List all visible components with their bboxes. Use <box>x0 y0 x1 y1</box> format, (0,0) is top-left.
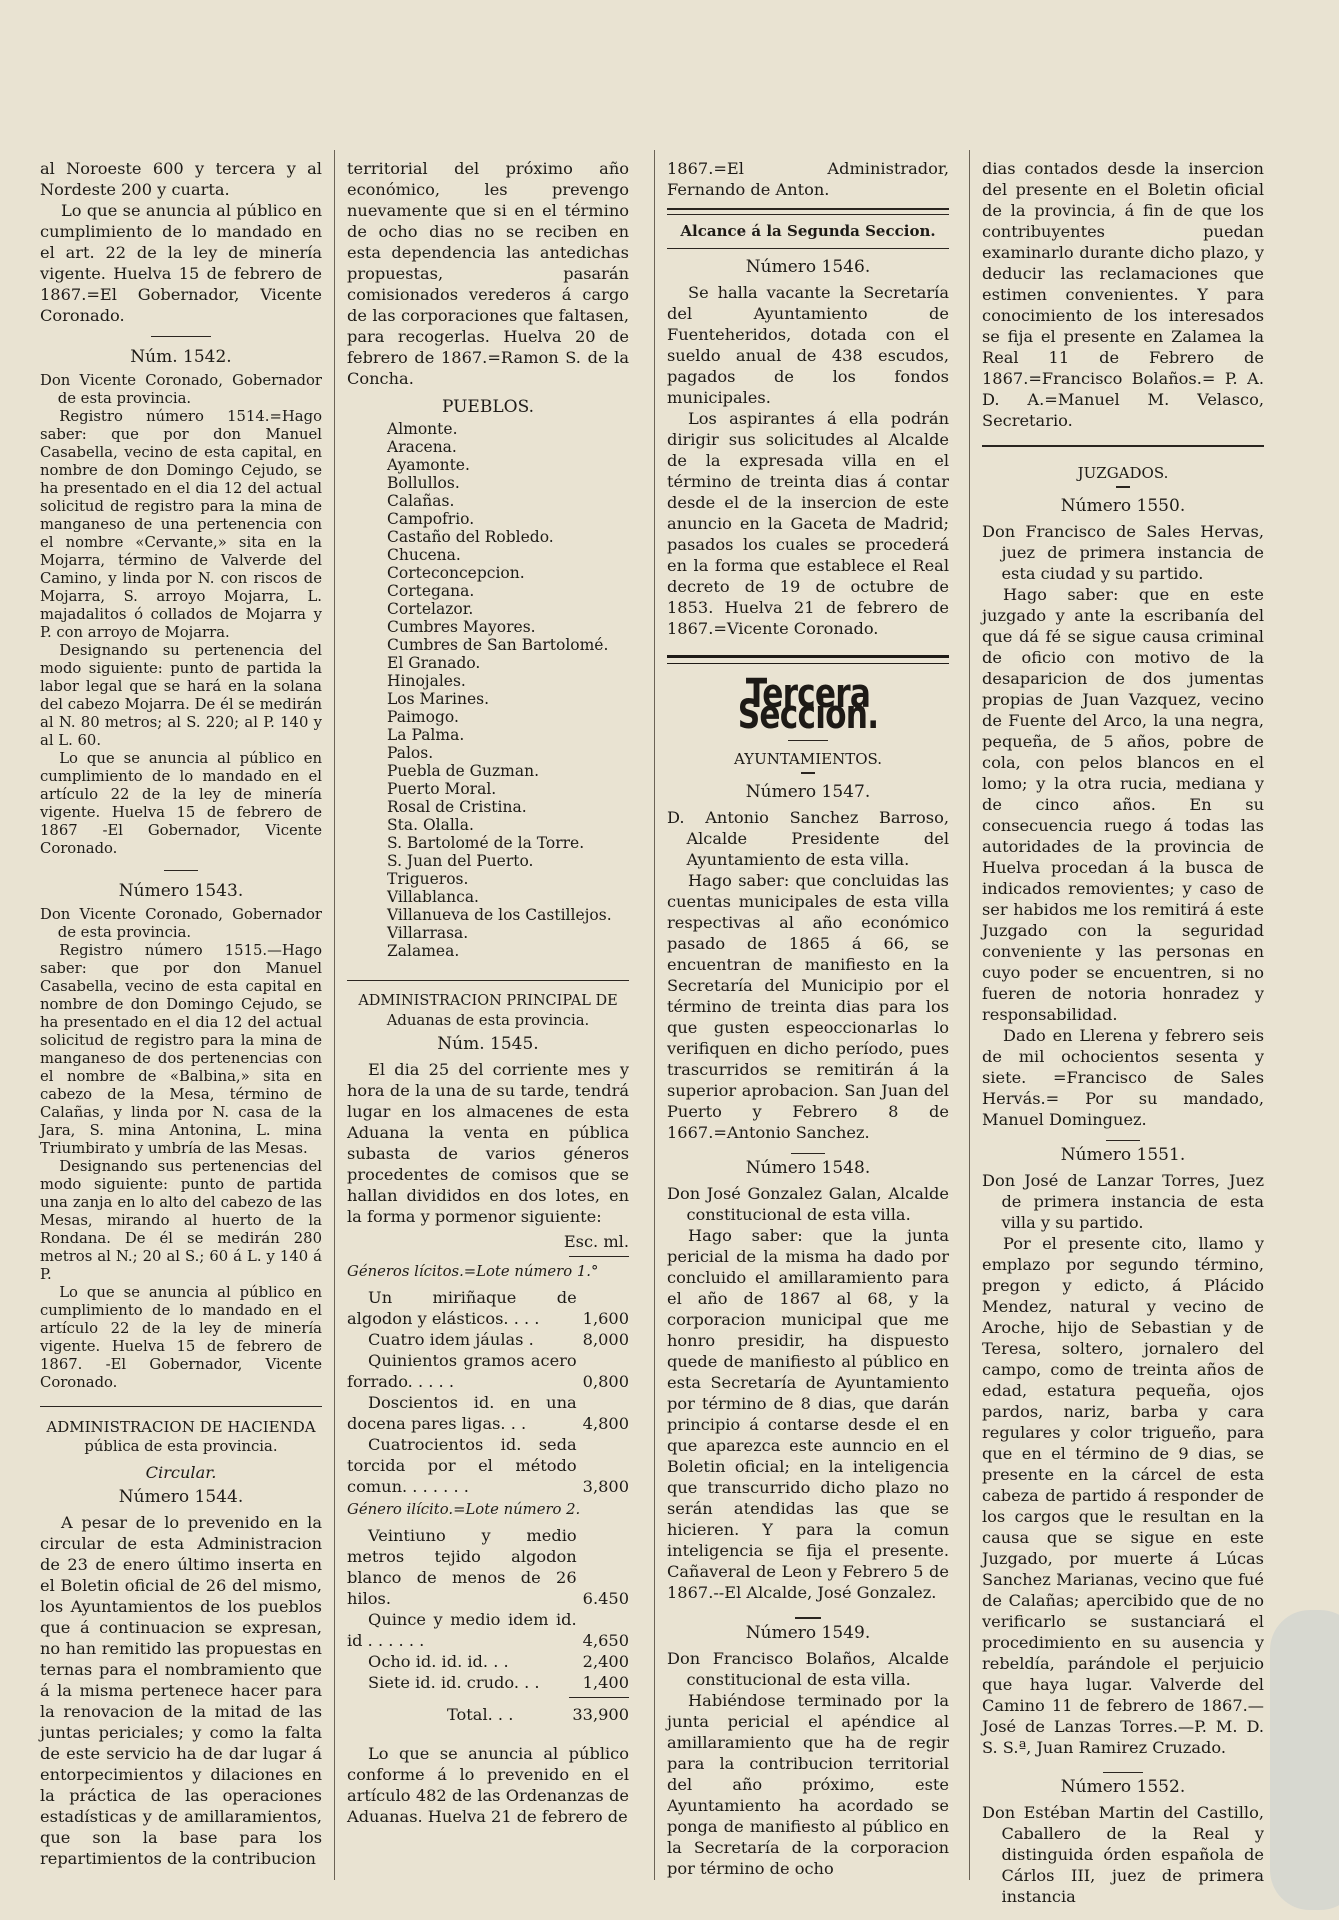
pueblo-item: Campofrio. <box>387 510 475 528</box>
separator <box>801 772 815 774</box>
lot-1-table <box>347 1287 629 1497</box>
section-heading: ADMINISTRACION PRINCIPAL DE <box>358 993 618 1009</box>
lot-item-description: Doscientos id. en una docena pares ligas. . . <box>347 1393 577 1433</box>
notice-number: Número 1550. <box>1060 496 1186 516</box>
lot-item-amount: 0,800 <box>582 1372 629 1391</box>
paragraph: territorial del próximo año económico, les prevengo nuevamente que si en el término de ocho dias no se reciben en esta dependencia las antedichas propuestas, pasarán comisionados verederos á cargo de las corporaciones que faltasen, para recogerlas. Huelva 20 de febrero de 1867.=Ramon S. de la Concha. <box>347 159 629 388</box>
lot-item-row <box>347 1287 629 1329</box>
paragraph: Habiéndose terminado por la junta pericial el apéndice al amillaramiento que ha de regir para la contribucion territorial del año próximo, este Ayuntamiento ha acordado se ponga de manifiesto al público en la Secretaría de la corporacion por término de ocho <box>667 1691 949 1878</box>
notice-number: Número 1548. <box>745 1158 871 1178</box>
separator <box>40 1406 322 1407</box>
section-heading: JUZGADOS. <box>1077 464 1169 482</box>
notice-heading: Don Francisco de Sales Hervas, juez de primera instancia de esta ciudad y su partido. <box>982 522 1264 583</box>
pueblo-item: Castaño del Robledo. <box>387 528 554 546</box>
section-heading: Alcance á la Segunda Seccion. <box>680 222 936 240</box>
column-3 <box>667 158 949 1879</box>
paragraph: Hago saber: que concluidas las cuentas municipales de esta villa respectivas al año económico pasado de 1865 á 66, se encuentran de manifiesto en la Secretaría del Municipio por el término de treinta dias para los que gusten espeoccionarlas lo verifiquen en dicho período, pues trascurridos se remitirán á la superior aprobacion. San Juan del Puerto y Febrero 8 de 1667.=Antonio Sanchez. <box>667 871 949 1142</box>
separator <box>164 870 198 871</box>
paragraph: Designando su pertenencia del modo siguiente: punto de partida la labor legal que se hará en la solana del cabezo Mojarra. De él se medirán al N. 80 metros; al S. 220; al P. 140 y al L. 60. <box>40 642 322 749</box>
lot-item-amount: 1,400 <box>582 1673 629 1692</box>
notice-number: Número 1551. <box>1060 1145 1186 1165</box>
notice-number: Núm. 1542. <box>130 347 232 367</box>
pueblo-item: Bollullos. <box>387 474 460 492</box>
paragraph: Hago saber: que la junta pericial de la misma ha dado por concluido el amillaramiento para el año de 1867 al 68, y la corporacion municipal que me honro presidir, ha dispuesto quede de manifiesto al público en esta Secretaría de Ayuntamiento por término de 8 dias, que darán principio á contarse desde el en que aparezca este aunncio en el Boletin oficial; en la inteligencia que transcurrido dicho plazo no serán atendidas las que se hicieren. Y para la comun inteligencia se fija el presente. Cañaveral de Leon y Febrero 5 de 1867.--El Alcalde, José Gonzalez. <box>667 1226 949 1602</box>
separator <box>1106 1140 1140 1141</box>
lot-item-row <box>347 1329 629 1350</box>
lot-item-row <box>347 1609 629 1651</box>
paragraph: Hago saber: que en este juzgado y ante la escribanía del que dá fé se sigue causa criminal de oficio con motivo de la desaparicion de dos jumentas propias de Juan Vazquez, vecino de Fuente del Arco, la una negra, pequeña, de 5 años, pobre de cola, con pelos blancos en el lomo; y la otra rucia, mediana y de cinco años. En su consecuencia ruego á todas las autoridades de la provincia de Huelva procedan á la busca de indicados removientes; y caso de ser habidos me los remitirá á este Juzgado con la seguridad conveniente y las personas en cuyo poder se encuentren, si no fueren de notoria honradez y responsabilidad. <box>982 585 1264 1024</box>
separator <box>982 445 1264 447</box>
paragraph: Lo que se anuncia al público en cumplimiento de lo mandado en el artículo 22 de la ley de minería vigente. Huelva 15 de febrero de 1867. -El Gobernador, Vicente Coronado. <box>40 1284 322 1391</box>
section-subheading: Aduanas de esta provincia. <box>386 1012 590 1029</box>
lot-item-row <box>347 1525 629 1609</box>
pueblo-item: S. Juan del Puerto. <box>387 852 534 870</box>
pueblo-item: Cumbres de San Bartolomé. <box>387 636 609 654</box>
paragraph: Registro número 1515.—Hago saber: que por don Manuel Casabella, vecino de esta capital en nombre de don Domingo Cejudo, se ha presentado en el dia 12 del actual solicitud de registro para la mina de manganeso de dos pertenencias con el nombre de «Balbina,» sita en cabezo de la Mesa, término de Calañas, y linda por N. casa de la Jara, S. mina Antonina, L. mina Triumbirato y umbría de las Mesas. <box>40 942 322 1157</box>
paragraph: Dado en Llerena y febrero seis de mil ochocientos sesenta y siete. =Francisco de Sales Hervás.= Por su mandado, Manuel Dominguez. <box>982 1026 1264 1129</box>
notice-heading: Don José de Lanzar Torres, Juez de primera instancia de esta villa y su partido. <box>982 1171 1264 1232</box>
pueblo-item: Zalamea. <box>387 942 460 960</box>
pueblo-item: Ayamonte. <box>387 456 470 474</box>
paragraph: Por el presente cito, llamo y emplazo por segundo término, pregon y edicto, á Plácido Mendez, natural y vecino de Aroche, hijo de Sebastian y de Teresa, soltero, jornalero del campo, como de treinta años de edad, estatura pequeña, ojos pardos, nariz, barba y cara regulares y color trigueño, para que en el término de 9 dias, se presente en la cárcel de esta cabeza de partido á responder de los cargos que le resultan en la causa que se sigue en este Juzgado, por muerte á Lúcas Sanchez Marianas, vecino que fué de Calañas; apercibido que de no verificarlo se sustanciará el procedimiento en su ausencia y rebeldía, parándole el perjuicio que haya lugar. Valverde del Camino 11 de febrero de 1867.—José de Lanzas Torres.—P. M. D. S. S.ª, Juan Ramirez Cruzado. <box>982 1234 1264 1757</box>
pueblo-item: Cortelazor. <box>387 600 474 618</box>
pueblo-item: Puerto Moral. <box>387 780 497 798</box>
section-heading: ADMINISTRACION DE HACIENDA <box>46 1418 316 1436</box>
notice-number: Número 1549. <box>745 1623 871 1643</box>
lot-item-description: Quinientos gramos acero forrado. . . . . <box>347 1351 577 1391</box>
separator <box>1116 486 1130 488</box>
pueblos-list <box>347 420 629 960</box>
pueblo-item: S. Bartolomé de la Torre. <box>387 834 585 852</box>
pueblo-item: Sta. Olalla. <box>387 816 474 834</box>
total-row <box>347 1704 629 1725</box>
separator <box>347 980 629 981</box>
column-rule <box>334 150 335 1880</box>
pueblo-item: Cortegana. <box>387 582 475 600</box>
notice-heading: Don Vicente Coronado, Gobernador de esta provincia. <box>40 906 322 941</box>
separator <box>667 655 949 664</box>
pueblo-item: Calañas. <box>387 492 455 510</box>
lot-2-table <box>347 1525 629 1693</box>
lot-item-row <box>347 1392 629 1434</box>
circular-label: Circular. <box>145 1463 217 1482</box>
pueblo-item: Hinojales. <box>387 672 466 690</box>
column-2 <box>347 158 629 1827</box>
pueblo-item: Chucena. <box>387 546 461 564</box>
notice-heading: Don Estéban Martin del Castillo, Caballero de la Real y distinguida órden española de Cárlos III, juez de primera instancia <box>982 1803 1264 1906</box>
notice-heading: Don Vicente Coronado, Gobernador de esta provincia. <box>40 372 322 407</box>
lot-item-description: Cuatro idem jáulas . <box>368 1330 534 1349</box>
lot-item-amount: 8,000 <box>582 1330 629 1349</box>
total-label: Total. . . <box>447 1705 514 1724</box>
paragraph: dias contados desde la insercion del presente en el Boletin oficial de la provincia, á fin de que los contribuyentes puedan examinarlo durante dicho plazo, y deducir las reclamaciones que estimen convenientes. Y para conocimiento de los interesados se fija el presente en Zalamea la Real 11 de Febrero de 1867.=Francisco Bolaños.= P. A. D. A.=Manuel M. Velasco, Secretario. <box>982 159 1264 430</box>
section-subheading: pública de esta provincia. <box>84 1438 278 1455</box>
notice-number: Número 1544. <box>118 1487 244 1507</box>
currency-header: Esc. ml. <box>563 1232 629 1251</box>
pueblo-item: Aracena. <box>387 438 457 456</box>
separator <box>795 1617 821 1619</box>
lot-item-amount: 4,650 <box>582 1631 629 1650</box>
pueblo-item: Rosal de Cristina. <box>387 798 527 816</box>
separator <box>1103 1772 1143 1773</box>
pueblo-item: Cumbres Mayores. <box>387 618 536 636</box>
notice-number: Número 1546. <box>745 257 871 277</box>
lot-item-amount: 2,400 <box>582 1652 629 1671</box>
pueblo-item: Puebla de Guzman. <box>387 762 540 780</box>
lot-item-description: Ocho id. id. id. . . <box>368 1652 509 1671</box>
paragraph: 1867.=El Administrador, Fernando de Anton. <box>667 159 949 199</box>
lot-item-row <box>347 1672 629 1693</box>
paragraph: Designando sus pertenencias del modo siguiente: punto de partida una zanja en lo alto del cabezo de las Mesas, mirando al huerto de la Rondana. De él se medirán 280 metros al N.; 20 al S.; 60 á L. y 140 á P. <box>40 1158 322 1283</box>
pueblo-item: La Palma. <box>387 726 465 744</box>
pueblo-item: Villanueva de los Castillejos. <box>387 906 612 924</box>
paragraph: Se halla vacante la Secretaría del Ayuntamiento de Fuenteheridos, dotada con el sueldo anual de 438 escudos, pagados de los fondos municipales. <box>667 283 949 407</box>
lot-item-description: Un miriñaque de algodon y elásticos. . . . <box>347 1288 577 1328</box>
pueblo-item: Villablanca. <box>387 888 479 906</box>
column-1 <box>40 158 322 1869</box>
lot-item-amount: 6.450 <box>582 1589 629 1608</box>
paragraph: Lo que se anuncia al público conforme á lo prevenido en el artículo 482 de las Ordenanzas de Aduanas. Huelva 21 de febrero de <box>347 1744 629 1826</box>
lot-item-amount: 1,600 <box>582 1309 629 1328</box>
lot-item-description: Quince y medio idem id. id . . . . . . <box>347 1610 577 1650</box>
separator <box>569 1697 629 1698</box>
notice-heading: Don José Gonzalez Galan, Alcalde constitucional de esta villa. <box>667 1184 949 1224</box>
pueblo-item: Paimogo. <box>387 708 459 726</box>
pueblo-item: El Granado. <box>387 654 481 672</box>
pueblos-title: PUEBLOS. <box>441 397 535 417</box>
lot-item-amount: 3,800 <box>582 1477 629 1496</box>
separator <box>667 208 949 215</box>
paragraph: al Noroeste 600 y tercera y al Nordeste 200 y cuarta. <box>40 159 322 199</box>
pueblo-item: Corteconcepcion. <box>387 564 525 582</box>
pueblo-item: Palos. <box>387 744 434 762</box>
lot-item-description: Veintiuno y medio metros tejido algodon blanco de menos de 26 hilos. <box>347 1526 577 1608</box>
lot-heading: Género ilícito.=Lote número 2. <box>347 1501 581 1518</box>
notice-heading: D. Antonio Sanchez Barroso, Alcalde Presidente del Ayuntamiento de esta villa. <box>667 808 949 869</box>
lot-item-row <box>347 1350 629 1392</box>
total-amount: 33,900 <box>572 1705 629 1724</box>
pueblo-item: Los Marines. <box>387 690 490 708</box>
paragraph: El dia 25 del corriente mes y hora de la una de su tarde, tendrá lugar en los almacenes de esta Aduana la venta en pública subasta de varios géneros procedentes de comisos que se hallan divididos en dos lotes, en la forma y pormenor siguiente: <box>347 1060 629 1226</box>
paragraph: A pesar de lo prevenido en la circular de esta Administracion de 23 de enero último inserta en el Boletin oficial de 26 del mismo, los Ayuntamientos de los pueblos que á continuacion se expresan, no han remitido las propuestas en ternas para el nombramiento que á la misma pertenece hacer para la renovacion de la mitad de las juntas periciales; y como la falta de este servicio ha de dar lugar á entorpecimientos y dilaciones en la práctica de las operaciones estadísticas y de amillaramientos, que son la base para los repartimientos de la contribucion <box>40 1513 322 1868</box>
notice-number: Núm. 1545. <box>437 1034 539 1054</box>
paragraph: Registro número 1514.=Hago saber: que por don Manuel Casabella, vecino de esta capital, en nombre de don Domingo Cejudo, se ha presentado en el dia 12 del actual solicitud de registro para la mina de manganeso de una pertenencia con el nombre «Cervante,» sita en la Mojarra, término de Valverde del Camino, y linda por N. con riscos de Mojarra, S. arroyo Mojarra, L. majadalitos ó collados de Mojarra y P. con arroyo de Mojarra. <box>40 408 322 641</box>
section-heading: AYUNTAMIENTOS. <box>733 750 883 768</box>
pueblo-item: Trigueros. <box>387 870 469 888</box>
section-title: Tercera Seccion. <box>737 671 879 738</box>
lot-item-description: Cuatrocientos id. seda torcida por el método comun. . . . . . . <box>347 1435 577 1496</box>
notice-number: Número 1552. <box>1060 1777 1186 1797</box>
separator <box>151 336 211 337</box>
paper-stain <box>1270 1610 1339 1910</box>
separator <box>569 1256 629 1257</box>
lot-item-description: Siete id. id. crudo. . . <box>368 1673 540 1692</box>
notice-number: Número 1543. <box>118 881 244 901</box>
separator <box>667 248 949 249</box>
column-rule <box>969 150 970 1880</box>
separator <box>788 740 828 741</box>
pueblo-item: Villarrasa. <box>387 924 469 942</box>
column-rule <box>654 150 655 1880</box>
notice-heading: Don Francisco Bolaños, Alcalde constitucional de esta villa. <box>667 1649 949 1689</box>
paragraph: Los aspirantes á ella podrán dirigir sus solicitudes al Alcalde de la expresada villa en el término de treinta dias á contar desde el de la insercion de este anuncio en la Gaceta de Madrid; pasados los cuales se procederá en la forma que establece el Real decreto de 19 de octubre de 1853. Huelva 21 de febrero de 1867.=Vicente Coronado. <box>667 409 949 638</box>
lot-item-row <box>347 1434 629 1497</box>
paragraph: Lo que se anuncia al público en cumplimiento de lo mandado en el artículo 22 de la ley de minería vigente. Huelva 15 de febrero de 1867 -El Gobernador, Vicente Coronado. <box>40 750 322 857</box>
column-4 <box>982 158 1264 1907</box>
pueblo-item: Almonte. <box>387 420 458 438</box>
lot-heading: Géneros lícitos.=Lote número 1.° <box>347 1263 599 1280</box>
lot-item-row <box>347 1651 629 1672</box>
notice-number: Número 1547. <box>745 782 871 802</box>
lot-item-amount: 4,800 <box>582 1414 629 1433</box>
separator <box>791 1153 825 1154</box>
paragraph: Lo que se anuncia al público en cumplimiento de lo mandado en el art. 22 de la ley de minería vigente. Huelva 15 de febrero de 1867.=El Gobernador, Vicente Coronado. <box>40 201 322 325</box>
